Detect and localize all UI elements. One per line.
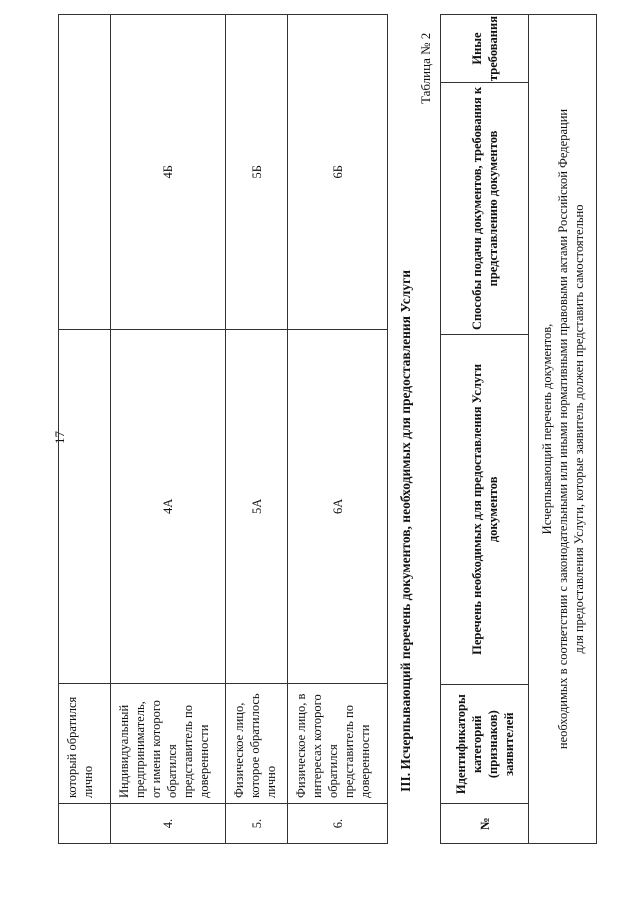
row-value-b: 6Б	[288, 15, 388, 330]
row-identifier: Физическое лицо, в интересах которого обратился представитель по доверенности	[288, 684, 388, 804]
row-number	[59, 804, 111, 844]
row-number: 6.	[288, 804, 388, 844]
row-value-b: 5Б	[226, 15, 288, 330]
table-row	[226, 15, 288, 844]
table-header-row	[441, 15, 529, 844]
header-num: №	[441, 804, 529, 844]
row-value-a: 6А	[288, 329, 388, 684]
page-number: 17	[52, 431, 67, 444]
header-other: Иные требования	[441, 15, 529, 83]
row-value-a	[59, 329, 111, 684]
header-documents: Перечень необходимых для предоставления Услуги документов	[441, 334, 529, 684]
span-line-1: Исчерпывающий перечень документов,	[539, 323, 554, 535]
row-identifier: Физическое лицо, которое обратилось лично	[226, 684, 288, 804]
table-row	[288, 15, 388, 844]
header-identifiers: Идентификаторы категорий (признаков) заявителей	[441, 684, 529, 804]
row-value-a: 4А	[111, 329, 226, 684]
applicant-table	[58, 14, 388, 844]
span-line-2: необходимых в соответствии с законодательными или иными нормативными правовыми актами Российской Федерации	[555, 108, 570, 750]
row-identifier: который обратился лично	[59, 684, 111, 804]
documents-table	[440, 14, 597, 844]
row-value-b: 4Б	[111, 15, 226, 330]
table-number: Таблица № 2	[418, 32, 433, 104]
row-identifier: Индивидуальный предприниматель, от имени которого обратился представитель по доверенности	[111, 684, 226, 804]
section-title: III. Исчерпывающий перечень документов, необходимых для предоставления Услуги	[398, 269, 413, 792]
row-number: 4.	[111, 804, 226, 844]
table-span-row	[529, 15, 597, 844]
row-value-a: 5А	[226, 329, 288, 684]
span-line-3: для предоставления Услуги, которые заявитель должен представить самостоятельно	[571, 204, 586, 654]
row-number: 5.	[226, 804, 288, 844]
row-value-b	[59, 15, 111, 330]
span-cell	[529, 15, 597, 844]
table-row	[59, 15, 111, 844]
table-row	[111, 15, 226, 844]
header-methods: Способы подачи документов, требования к представлению документов	[441, 83, 529, 335]
